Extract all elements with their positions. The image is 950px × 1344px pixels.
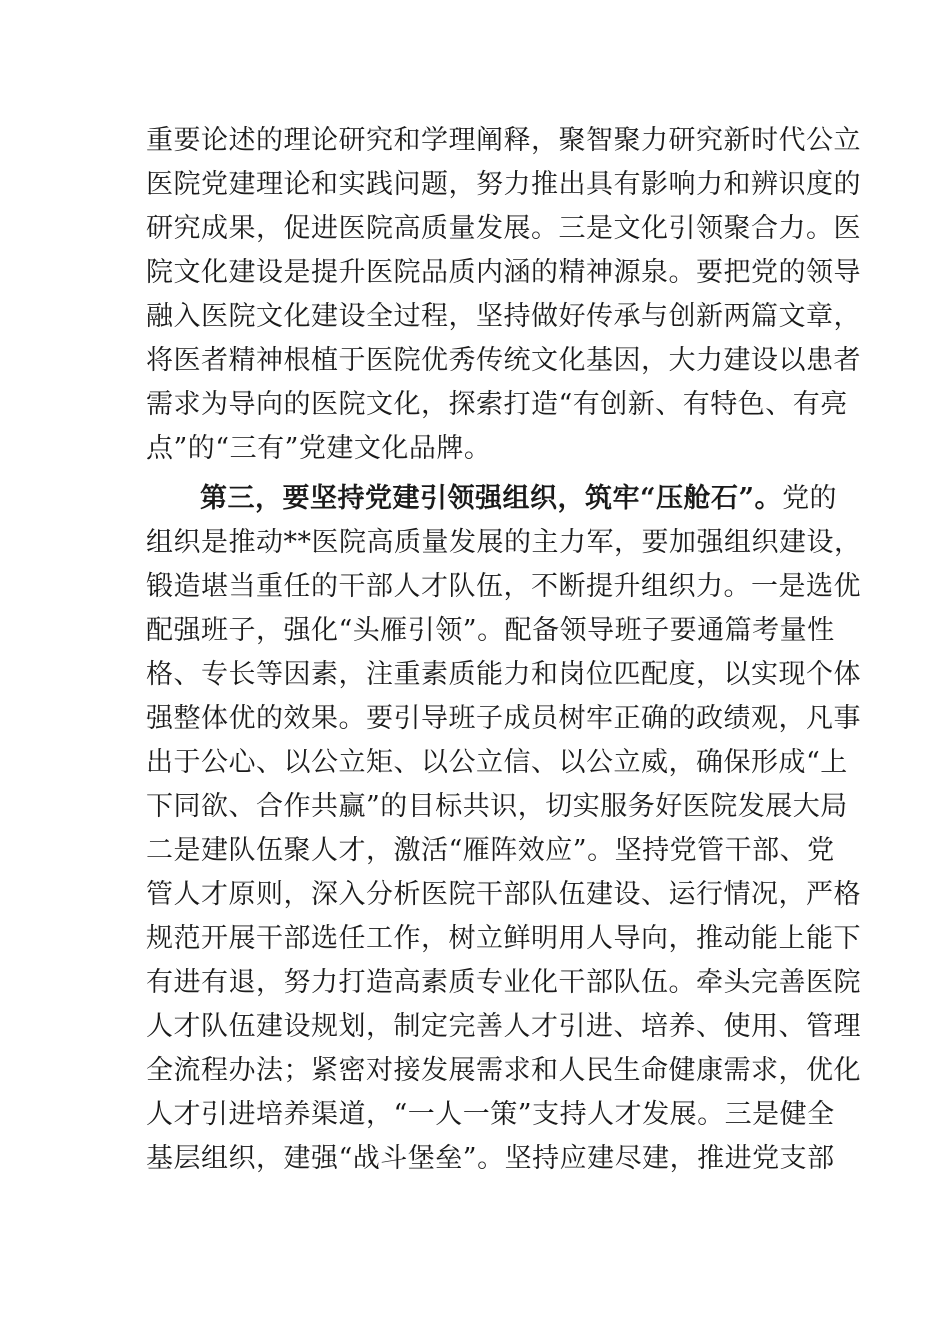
text-line: 配强班子，强化“头雁引领”。配备领导班子要通篇考量性 <box>146 615 835 646</box>
text-line: 全流程办法；紧密对接发展需求和人民生命健康需求，优化 <box>146 1055 861 1086</box>
text-line: 点”的“三有”党建文化品牌。 <box>146 433 492 464</box>
text-line: 研究成果，促进医院高质量发展。三是文化引领聚合力。医 <box>146 213 861 244</box>
paragraph-heading-line <box>200 477 838 521</box>
text-line: 人才引进培养渠道，“一人一策”支持人才发展。三是健全 <box>146 1099 835 1130</box>
text-line: 锻造堪当重任的干部人才队伍，不断提升组织力。一是选优 <box>146 571 861 602</box>
text-line: 格、专长等因素，注重素质能力和岗位匹配度，以实现个体 <box>146 659 861 690</box>
text-line: 管人才原则，深入分析医院干部队伍建设、运行情况，严格 <box>146 879 861 910</box>
text-line: 将医者精神根植于医院优秀传统文化基因，大力建设以患者 <box>146 345 861 376</box>
section-heading: 第三，要坚持党建引领强组织，筑牢“压舱石”。 <box>200 483 783 514</box>
text-line: 出于公心、以公立矩、以公立信、以公立威，确保形成“上 <box>146 747 848 778</box>
text-line: 需求为导向的医院文化，探索打造“有创新、有特色、有亮 <box>146 389 848 420</box>
text-line: 人才队伍建设规划，制定完善人才引进、培养、使用、管理 <box>146 1011 861 1042</box>
text-line: 基层组织，建强“战斗堡垒”。坚持应建尽建，推进党支部 <box>146 1143 835 1174</box>
text-line: 二是建队伍聚人才，激活“雁阵效应”。坚持党管干部、党 <box>146 835 835 866</box>
text-line: 下同欲、合作共赢”的目标共识，切实服务好医院发展大局 <box>146 791 848 822</box>
text-line: 组织是推动**医院高质量发展的主力军，要加强组织建设， <box>146 527 862 558</box>
text-line: 院文化建设是提升医院品质内涵的精神源泉。要把党的领导 <box>146 257 861 288</box>
text-line: 重要论述的理论研究和学理阐释，聚智聚力研究新时代公立 <box>146 125 861 156</box>
text-line: 强整体优的效果。要引导班子成员树牢正确的政绩观，凡事 <box>146 703 861 734</box>
text-line: 医院党建理论和实践问题，努力推出具有影响力和辨识度的 <box>146 169 861 200</box>
text-line: 有进有退，努力打造高素质专业化干部队伍。牵头完善医院 <box>146 967 861 998</box>
heading-tail-text: 党的 <box>782 483 838 514</box>
text-line: 规范开展干部选任工作，树立鲜明用人导向，推动能上能下 <box>146 923 861 954</box>
text-line: 融入医院文化建设全过程，坚持做好传承与创新两篇文章， <box>146 301 861 332</box>
